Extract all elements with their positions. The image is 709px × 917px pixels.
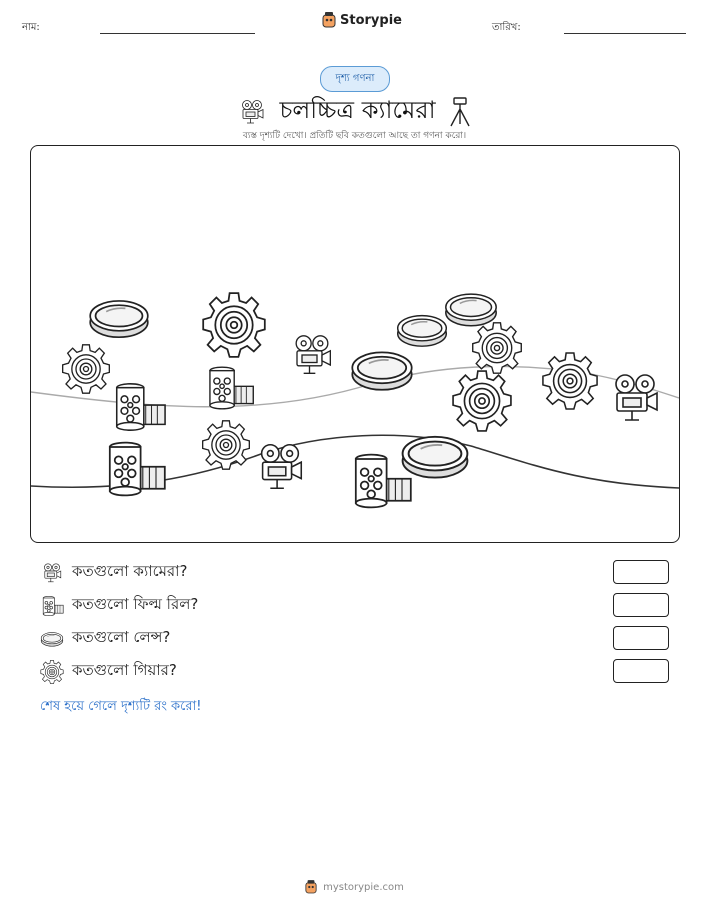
film-reel-icon	[40, 594, 64, 618]
question-text: কতগুলো ক্যামেরা?	[72, 562, 188, 580]
brand-logo	[322, 12, 402, 28]
camera-icon	[616, 375, 657, 420]
gear-icon	[203, 421, 250, 469]
answer-box-lenses[interactable]	[613, 626, 669, 650]
camera-icon	[262, 445, 302, 489]
lens-icon	[446, 294, 496, 326]
question-text: কতগুলো গিয়ার?	[72, 661, 177, 679]
gear-icon	[203, 293, 265, 357]
answer-box-cameras[interactable]	[613, 560, 669, 584]
title-text: চলচ্চিত্র ক্যামেরা	[279, 96, 436, 124]
question-gears	[40, 659, 177, 684]
mascot-icon	[305, 880, 317, 894]
gear-icon	[63, 345, 110, 393]
question-text: কতগুলো লেন্স?	[72, 628, 171, 646]
scene-illustration	[31, 146, 679, 542]
camera-icon	[40, 561, 64, 585]
lens-icon	[398, 316, 447, 347]
instructions: ব্যস্ত দৃশ্যটি দেখো। প্রতিটি ছবি কতগুলো আছে তা গণনা করো।	[242, 131, 467, 141]
site-url: mystorypie.com	[323, 881, 404, 893]
gear-icon	[473, 323, 522, 373]
tripod-icon	[448, 97, 472, 127]
question-cameras	[40, 560, 188, 585]
site-footer	[0, 880, 709, 894]
name-label: নাম:	[22, 22, 40, 33]
brand-name: Storypie	[340, 12, 402, 28]
gear-icon	[40, 660, 64, 684]
lens-icon	[403, 437, 468, 478]
film-reel-icon	[210, 367, 253, 409]
counting-scene	[30, 145, 680, 543]
question-film-reels	[40, 593, 198, 618]
date-field[interactable]	[564, 33, 686, 34]
answer-box-film-reels[interactable]	[613, 593, 669, 617]
gear-icon	[543, 353, 597, 409]
film-reel-icon	[110, 443, 165, 496]
camera-icon	[296, 336, 330, 374]
gear-icon	[453, 371, 511, 431]
film-reel-icon	[117, 384, 165, 430]
camera-icon	[237, 97, 267, 127]
coloring-instruction: শেষ হয়ে গেলে দৃশ্যটি রং করো!	[40, 699, 202, 714]
page-title	[0, 92, 709, 132]
category-badge: দৃশ্য গণনা	[320, 66, 390, 92]
lens-icon	[352, 352, 411, 389]
answer-box-gears[interactable]	[613, 659, 669, 683]
question-text: কতগুলো ফিল্ম রিল?	[72, 595, 199, 613]
mascot-icon	[322, 12, 336, 28]
lens-icon	[40, 627, 64, 651]
lens-icon	[90, 301, 148, 337]
date-label: তারিখ:	[492, 22, 521, 33]
question-lenses	[40, 626, 170, 651]
name-field[interactable]	[100, 33, 255, 34]
